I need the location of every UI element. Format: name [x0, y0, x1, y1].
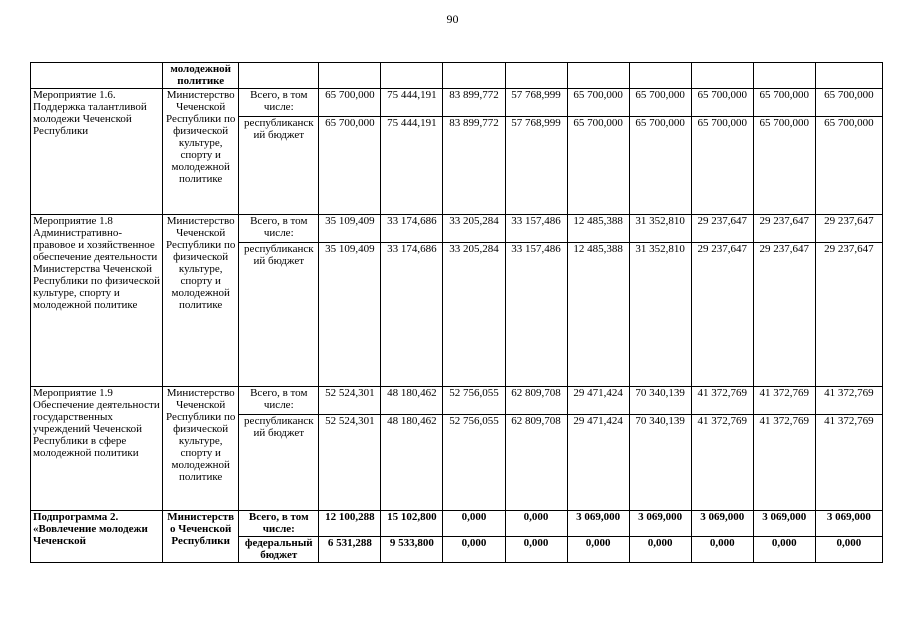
- value-cell: 3 069,000: [567, 511, 629, 537]
- funding-source-cell: Всего, в том числе:: [239, 511, 319, 537]
- value-cell: 41 372,769: [815, 415, 882, 511]
- table-row: [31, 387, 883, 415]
- value-cell: 33 157,486: [505, 243, 567, 387]
- value-cell: 29 237,647: [815, 243, 882, 387]
- empty-cell: [381, 63, 443, 89]
- table-row: [31, 63, 883, 89]
- value-cell: 3 069,000: [815, 511, 882, 537]
- empty-cell: [815, 63, 882, 89]
- value-cell: 70 340,139: [629, 415, 691, 511]
- value-cell: 52 756,055: [443, 415, 505, 511]
- empty-cell: [691, 63, 753, 89]
- value-cell: 3 069,000: [753, 511, 815, 537]
- value-cell: 33 205,284: [443, 215, 505, 243]
- value-cell: 52 756,055: [443, 387, 505, 415]
- value-cell: 65 700,000: [691, 89, 753, 117]
- value-cell: 65 700,000: [567, 89, 629, 117]
- value-cell: 65 700,000: [753, 117, 815, 215]
- value-cell: 52 524,301: [319, 387, 381, 415]
- value-cell: 3 069,000: [629, 511, 691, 537]
- value-cell: 0,000: [815, 537, 882, 563]
- activity-name-cell: Мероприятие 1.6. Поддержка талантливой молодежи Чеченской Республики: [31, 89, 163, 215]
- value-cell: 75 444,191: [381, 117, 443, 215]
- value-cell: 15 102,800: [381, 511, 443, 537]
- value-cell: 65 700,000: [567, 117, 629, 215]
- executor-cell: Министерство Чеченской Республики по физической культуре, спорту и молодежной политике: [163, 215, 239, 387]
- value-cell: 57 768,999: [505, 117, 567, 215]
- budget-table: [30, 62, 883, 563]
- value-cell: 52 524,301: [319, 415, 381, 511]
- value-cell: 48 180,462: [381, 415, 443, 511]
- value-cell: 12 100,288: [319, 511, 381, 537]
- value-cell: 31 352,810: [629, 215, 691, 243]
- empty-cell: [567, 63, 629, 89]
- empty-cell: [629, 63, 691, 89]
- value-cell: 33 174,686: [381, 215, 443, 243]
- value-cell: 29 237,647: [753, 243, 815, 387]
- value-cell: 41 372,769: [753, 387, 815, 415]
- value-cell: 62 809,708: [505, 387, 567, 415]
- table-row: [31, 89, 883, 117]
- value-cell: 48 180,462: [381, 387, 443, 415]
- empty-cell: [443, 63, 505, 89]
- activity-name-cell: Мероприятие 1.9 Обеспечение деятельности государственных учреждений Чеченской Республики в сфере молодежной политики: [31, 387, 163, 511]
- value-cell: 0,000: [753, 537, 815, 563]
- value-cell: 0,000: [443, 511, 505, 537]
- table-row: [31, 511, 883, 537]
- value-cell: 65 700,000: [691, 117, 753, 215]
- value-cell: 12 485,388: [567, 243, 629, 387]
- value-cell: 29 471,424: [567, 387, 629, 415]
- value-cell: 41 372,769: [691, 387, 753, 415]
- value-cell: 65 700,000: [629, 89, 691, 117]
- executor-cell: Министерство Чеченской Республики по физической культуре, спорту и молодежной политике: [163, 89, 239, 215]
- value-cell: 6 531,288: [319, 537, 381, 563]
- value-cell: 33 157,486: [505, 215, 567, 243]
- empty-cell: [753, 63, 815, 89]
- value-cell: 33 205,284: [443, 243, 505, 387]
- funding-source-cell: федеральный бюджет: [239, 537, 319, 563]
- funding-source-cell: республиканский бюджет: [239, 415, 319, 511]
- value-cell: 75 444,191: [381, 89, 443, 117]
- table-row: [31, 215, 883, 243]
- activity-name-cell: Мероприятие 1.8 Административно-правовое и хозяйственное обеспечение деятельности Министерства Чеченской Республики по физической культуре, спорту и молодежной политике: [31, 215, 163, 387]
- empty-cell: [505, 63, 567, 89]
- value-cell: 65 700,000: [753, 89, 815, 117]
- funding-source-cell: Всего, в том числе:: [239, 215, 319, 243]
- value-cell: 9 533,800: [381, 537, 443, 563]
- funding-source-cell: республиканский бюджет: [239, 117, 319, 215]
- value-cell: 65 700,000: [815, 89, 882, 117]
- executor-cell: Министерство Чеченской Республики по физической культуре, спорту и молодежной политике: [163, 387, 239, 511]
- funding-source-cell: Всего, в том числе:: [239, 387, 319, 415]
- value-cell: 29 237,647: [753, 215, 815, 243]
- value-cell: 65 700,000: [629, 117, 691, 215]
- value-cell: 65 700,000: [319, 117, 381, 215]
- value-cell: 65 700,000: [319, 89, 381, 117]
- subprogram-name-cell: Подпрограмма 2. «Вовлечение молодежи Чеченской: [31, 511, 163, 563]
- value-cell: 29 237,647: [691, 243, 753, 387]
- value-cell: 83 899,772: [443, 117, 505, 215]
- funding-source-cell: республиканский бюджет: [239, 243, 319, 387]
- value-cell: 70 340,139: [629, 387, 691, 415]
- value-cell: 0,000: [443, 537, 505, 563]
- value-cell: 41 372,769: [753, 415, 815, 511]
- value-cell: 0,000: [505, 511, 567, 537]
- activity-name-cell: [31, 63, 163, 89]
- value-cell: 0,000: [691, 537, 753, 563]
- value-cell: 0,000: [629, 537, 691, 563]
- value-cell: 29 471,424: [567, 415, 629, 511]
- value-cell: 3 069,000: [691, 511, 753, 537]
- executor-cell: Министерство Чеченской Республики: [163, 511, 239, 563]
- value-cell: 62 809,708: [505, 415, 567, 511]
- value-cell: 57 768,999: [505, 89, 567, 117]
- value-cell: 65 700,000: [815, 117, 882, 215]
- value-cell: 29 237,647: [815, 215, 882, 243]
- value-cell: 83 899,772: [443, 89, 505, 117]
- value-cell: 33 174,686: [381, 243, 443, 387]
- value-cell: 0,000: [505, 537, 567, 563]
- value-cell: 41 372,769: [815, 387, 882, 415]
- value-cell: 41 372,769: [691, 415, 753, 511]
- value-cell: 35 109,409: [319, 215, 381, 243]
- funding-source-cell: Всего, в том числе:: [239, 89, 319, 117]
- value-cell: 12 485,388: [567, 215, 629, 243]
- value-cell: 35 109,409: [319, 243, 381, 387]
- page-number: 90: [446, 12, 459, 26]
- executor-cell: молодежной политике: [163, 63, 239, 89]
- value-cell: 0,000: [567, 537, 629, 563]
- value-cell: 29 237,647: [691, 215, 753, 243]
- empty-cell: [319, 63, 381, 89]
- empty-cell: [239, 63, 319, 89]
- value-cell: 31 352,810: [629, 243, 691, 387]
